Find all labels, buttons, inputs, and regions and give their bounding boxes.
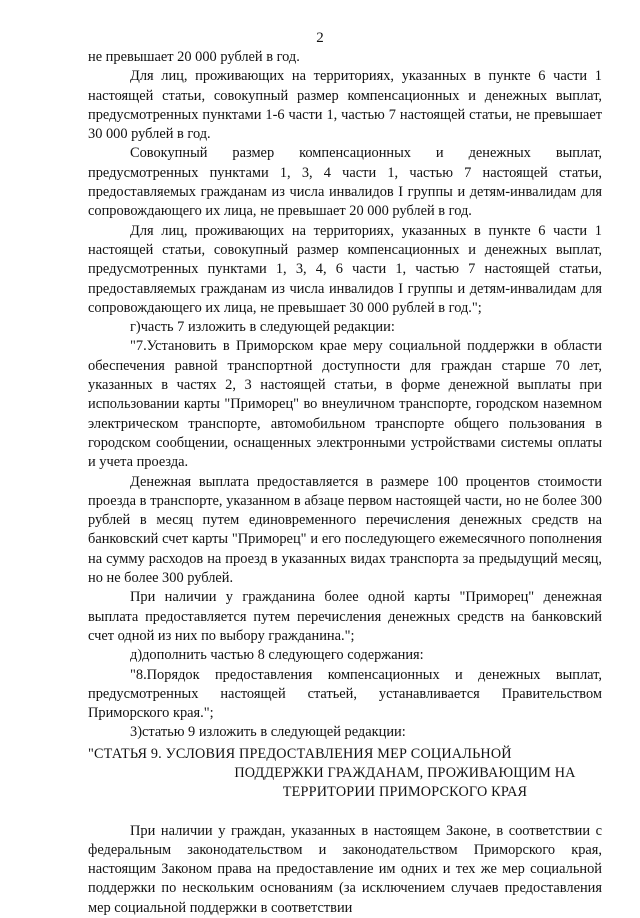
paragraph: Для лиц, проживающих на территориях, указанных в пункте 6 части 1 настоящей статьи, совокупный размер компенсационных и денежных выплат, предусмотренных пунктами 1, 3, 4, 6 части 1, частью 7 настоящей статьи, предоставляемых гражданам из числа инвалидов I группы и детям-инвалидам для сопровождающего их лица, не превышает 30 000 рублей в год."; — [88, 222, 602, 316]
article-heading — [88, 745, 602, 803]
paragraph: г)часть 7 изложить в следующей редакции: — [130, 319, 395, 336]
paragraph: Совокупный размер компенсационных и денежных выплат, предусмотренных пунктами 1, 3, 4 части 1, частью 7 настоящей статьи, предоставляемых гражданам из числа инвалидов I группы и детям-инвалидам для сопровождающего их лица, не превышает 20 000 рублей в год. — [88, 145, 602, 220]
paragraph: не превышает 20 000 рублей в год. — [88, 49, 300, 65]
paragraph: "7.Установить в Приморском крае меру социальной поддержки в области обеспечения равной транспортной доступности для граждан старше 70 лет, указанных в частях 2, 3 настоящей статьи, в форме денежной выплаты при использовании карты "Приморец" во внеуличном транспорте, городском наземном электрическом транспорте, автомобильном транспорте общего пользования в городском сообщении, оснащенных электронными устройствами системы оплаты и учета проезда. — [88, 338, 602, 471]
document-body — [88, 48, 602, 918]
paragraph: 3)статью 9 изложить в следующей редакции: — [130, 724, 406, 741]
page-number: 2 — [316, 30, 324, 46]
paragraph: При наличии у гражданина более одной карты "Приморец" денежная выплата предоставляется путем перечисления денежных средств на банковский счет одной из них по выбору гражданина."; — [88, 589, 602, 644]
paragraph: Для лиц, проживающих на территориях, указанных в пункте 6 части 1 настоящей статьи, совокупный размер компенсационных и денежных выплат, предусмотренных пунктами 1-6 части 1, частью 7 настоящей статьи, не превышает 30 000 рублей в год. — [88, 68, 602, 143]
article-heading-line: "СТАТЬЯ 9. УСЛОВИЯ ПРЕДОСТАВЛЕНИЯ МЕР СОЦИАЛЬНОЙ — [88, 745, 512, 762]
paragraph: д)дополнить частью 8 следующего содержания: — [130, 647, 424, 664]
paragraph: При наличии у граждан, указанных в настоящем Законе, в соответствии с федеральным законодательством и законодательством Приморского края, настоящим Законом права на предоставление им одних и тех же мер социальной поддержки по нескольким основаниям (за исключением случаев предоставления мер социальной поддержки в соответствии — [88, 822, 602, 916]
paragraph: Денежная выплата предоставляется в размере 100 процентов стоимости проезда в транспорте, указанном в абзаце первом настоящей части, но не более 300 рублей в месяц путем единовременного перечисления денежных средств на банковский счет карты "Приморец" и его последующего ежемесячного пополнения на сумму расходов на проезд в указанных видах транспорта за предыдущий месяц, но не более 300 рублей. — [88, 473, 602, 587]
article-heading-continuation: ПОДДЕРЖКИ ГРАЖДАНАМ, ПРОЖИВАЮЩИМ НА ТЕРРИТОРИИ ПРИМОРСКОГО КРАЯ — [234, 764, 576, 801]
paragraph: "8.Порядок предоставления компенсационных и денежных выплат, предусмотренных настоящей статьей, устанавливается Правительством Приморского края."; — [88, 666, 602, 722]
